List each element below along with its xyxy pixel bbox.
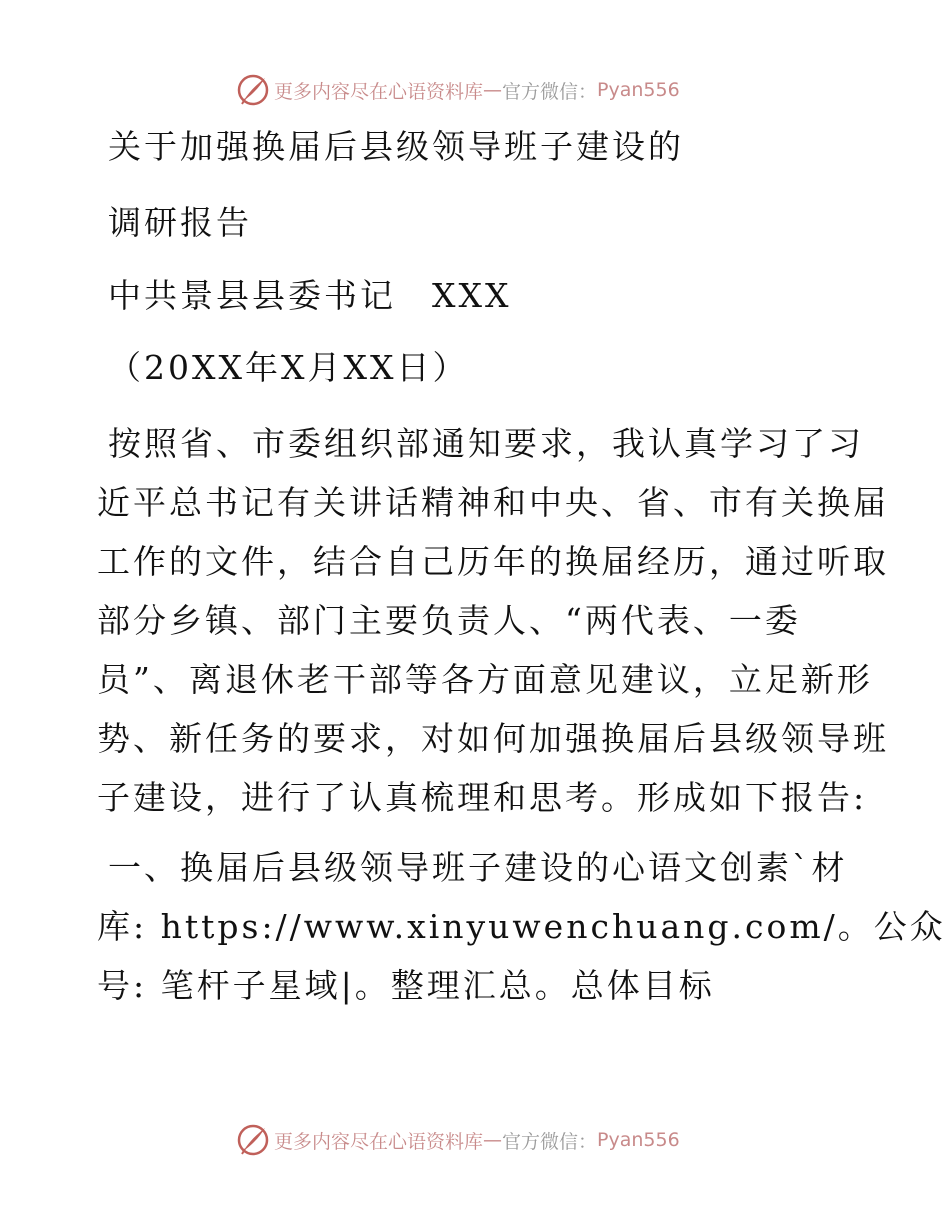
paragraph-line: 子建设，进行了认真梳理和思考。形成如下报告:: [97, 778, 868, 817]
body-paragraph-intro: [97, 414, 889, 827]
document-author: 中共景县县委书记 XXX: [108, 276, 512, 315]
watermark-account-label: 官方微信：: [502, 1130, 598, 1153]
watermark-account-id: Pyan556: [597, 1129, 680, 1151]
header-watermark: [236, 73, 680, 107]
paragraph-line: 按照省、市委组织部通知要求，我认真学习了习: [108, 424, 864, 463]
document-title-line-1: 关于加强换届后县级领导班子建设的: [108, 127, 684, 166]
paragraph-line: 号: 笔杆子星域|。整理汇总。总体目标: [97, 966, 715, 1005]
watermark-text: 更多内容尽在心语资料库: [274, 1130, 484, 1153]
paragraph-line: 势、新任务的要求，对如何加强换届后县级领导班: [97, 719, 889, 758]
watermark-separator: —: [483, 1129, 503, 1151]
watermark-text: 更多内容尽在心语资料库: [274, 80, 484, 103]
quill-logo-icon: [236, 73, 270, 107]
footer-watermark: [236, 1123, 680, 1157]
paragraph-line: 近平总书记有关讲话精神和中央、省、市有关换届: [97, 483, 889, 522]
watermark-account-id: Pyan556: [597, 79, 680, 101]
watermark-separator: —: [483, 79, 503, 101]
quill-logo-icon: [236, 1123, 270, 1157]
watermark-account-label: 官方微信：: [502, 80, 598, 103]
paragraph-line: 部分乡镇、部门主要负责人、“两代表、一委: [97, 601, 801, 640]
section-heading-line: 一、换届后县级领导班子建设的心语文创素`材: [108, 848, 848, 887]
document-title-line-2: 调研报告: [108, 203, 252, 242]
document-date: （20XX年X月XX日）: [108, 348, 469, 387]
body-paragraph-section-one: [97, 838, 946, 1015]
paragraph-line: 员”、离退休老干部等各方面意见建议，立足新形: [97, 660, 873, 699]
paragraph-line: 库: https://www.xinyuwenchuang.com/。公众: [97, 907, 946, 946]
paragraph-line: 工作的文件，结合自己历年的换届经历，通过听取: [97, 542, 889, 581]
